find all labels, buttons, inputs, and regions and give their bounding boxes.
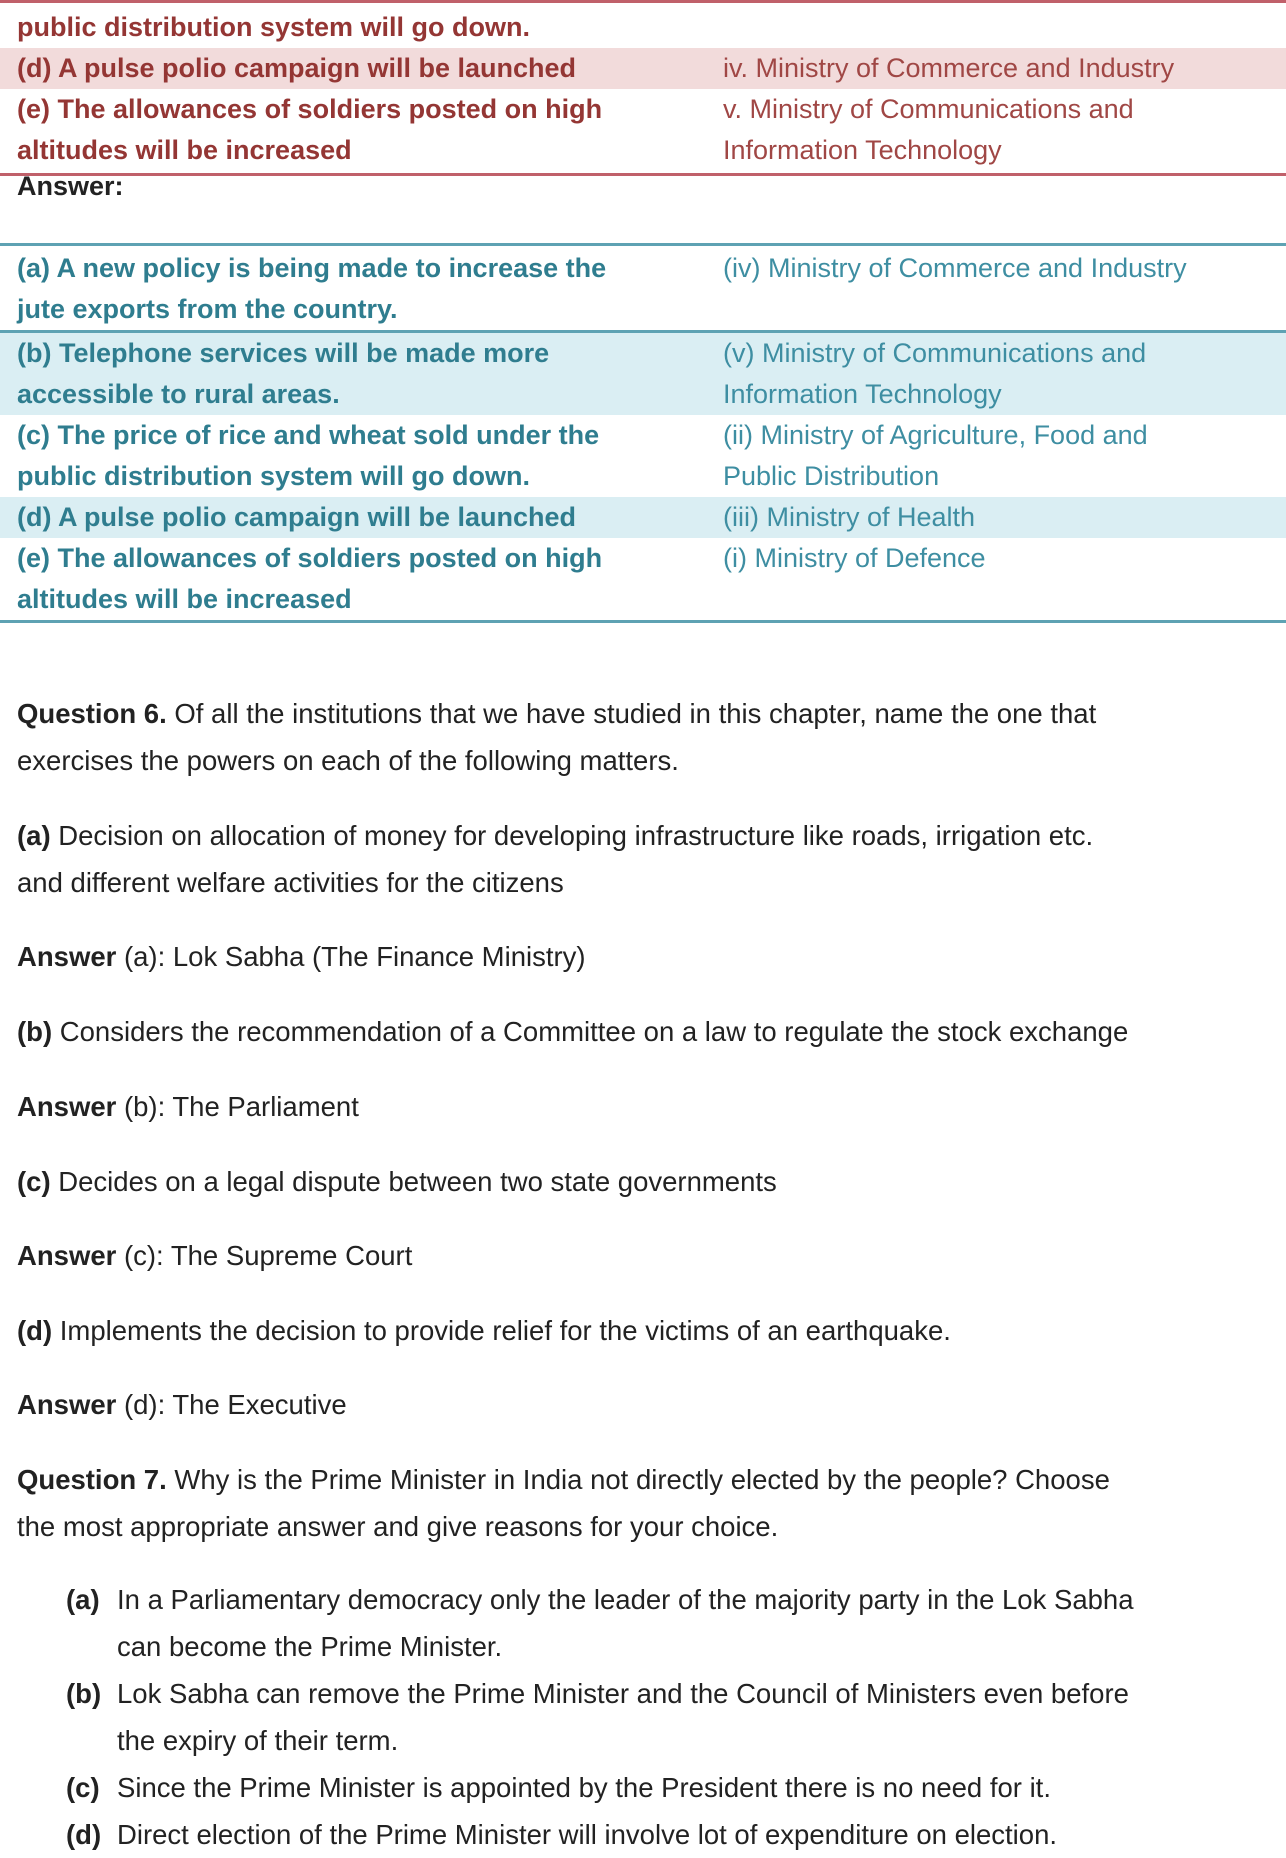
table-rule-bottom <box>0 173 1286 176</box>
cell-line: (c) The price of rice and wheat sold under the <box>17 420 600 450</box>
question-6 <box>17 690 1272 784</box>
cell-right: iv. Ministry of Commerce and Industry <box>723 53 1175 83</box>
cell-left <box>0 415 690 497</box>
answer-heading: Answer: <box>17 171 124 201</box>
q6-answer-b <box>17 1083 1272 1130</box>
cell-line: (d) A pulse polio campaign will be launched <box>17 502 577 532</box>
cell-line: (b) Telephone services will be made more <box>17 338 550 368</box>
option-label: (c) <box>66 1772 100 1803</box>
question-text: Of all the institutions that we have studied in this chapter, name the one that <box>166 698 1097 729</box>
part-label: (d) <box>17 1315 53 1346</box>
option-line: In a Parliamentary democracy only the leader of the majority party in the Lok Sabha <box>117 1584 1134 1615</box>
cell-line: altitudes will be increased <box>17 584 352 614</box>
question-label: Question 6. <box>17 698 167 729</box>
option-label: (a) <box>66 1584 100 1615</box>
cell-right <box>690 538 1286 620</box>
cell-left <box>0 248 690 330</box>
q7-options <box>66 1576 1266 1858</box>
question-6-line1 <box>17 690 1272 737</box>
cell-line: (i) Ministry of Defence <box>723 543 986 573</box>
q6-answer-a <box>17 933 1272 980</box>
cell-line: jute exports from the country. <box>17 294 398 324</box>
table-row <box>0 333 1286 415</box>
cell-line: (e) The allowances of soldiers posted on high <box>17 94 603 124</box>
table-row <box>0 538 1286 620</box>
table-rule-top <box>0 0 1286 3</box>
cell-line: (v) Ministry of Communications and <box>723 338 1147 368</box>
option-c <box>66 1764 1266 1811</box>
part-line1 <box>17 812 1272 859</box>
answer-label: Answer <box>17 941 117 972</box>
q6-part-a <box>17 812 1272 906</box>
cell-right <box>690 7 1286 48</box>
cell-right <box>690 333 1286 415</box>
table-row <box>0 497 1286 538</box>
cell-right <box>690 415 1286 497</box>
table-row <box>0 89 1286 171</box>
part-label: (c) <box>17 1166 51 1197</box>
q6-part-c <box>17 1158 1272 1205</box>
question-label: Question 7. <box>17 1464 167 1495</box>
part-label: (a) <box>17 820 51 851</box>
table-row <box>0 246 1286 330</box>
cell-line: Public Distribution <box>723 461 940 491</box>
answer-label: Answer <box>17 1091 117 1122</box>
answer-label: Answer <box>17 1240 117 1271</box>
table-row <box>0 48 1286 89</box>
cell-line: (a) A new policy is being made to increase the <box>17 253 607 283</box>
question-text: Why is the Prime Minister in India not directly elected by the people? Choose <box>166 1464 1110 1495</box>
cell-right <box>690 497 1286 538</box>
cell-line: public distribution system will go down. <box>17 461 531 491</box>
part-text: Implements the decision to provide relief for the victims of an earthquake. <box>52 1315 951 1346</box>
answer-text: (c): The Supreme Court <box>116 1240 413 1271</box>
option-text <box>117 1576 1266 1670</box>
answer-match-table <box>0 243 1286 623</box>
table-row <box>0 415 1286 497</box>
table-rule-bottom <box>0 620 1286 623</box>
q6-part-d <box>17 1307 1272 1354</box>
option-line: can become the Prime Minister. <box>117 1631 503 1662</box>
option-label: (d) <box>66 1819 102 1850</box>
option-a <box>66 1576 1266 1670</box>
cell-line: (ii) Ministry of Agriculture, Food and <box>723 420 1148 450</box>
cell-line: Information Technology <box>723 135 1002 165</box>
part-text: Decides on a legal dispute between two state governments <box>50 1166 777 1197</box>
cell-left <box>0 89 690 171</box>
cell-line: (iii) Ministry of Health <box>723 502 976 532</box>
option-line: Direct election of the Prime Minister will involve lot of expenditure on election. <box>117 1819 1058 1850</box>
option-text <box>117 1670 1266 1764</box>
answer-label: Answer <box>17 1389 117 1420</box>
answer-text: (a): Lok Sabha (The Finance Ministry) <box>116 941 586 972</box>
cell-right <box>690 248 1286 330</box>
cell-line: (iv) Ministry of Commerce and Industry <box>723 253 1187 283</box>
cell-line: altitudes will be increased <box>17 135 352 165</box>
question-match-table <box>0 0 1286 176</box>
question-7-line1 <box>17 1456 1272 1503</box>
cell-left: (d) A pulse polio campaign will be launched <box>17 53 577 83</box>
cell-left: public distribution system will go down. <box>17 12 531 42</box>
option-line: Since the Prime Minister is appointed by the President there is no need for it. <box>117 1772 1051 1803</box>
option-label: (b) <box>66 1678 102 1709</box>
cell-left <box>0 538 690 620</box>
cell-left <box>0 333 690 415</box>
question-7-line2: the most appropriate answer and give reasons for your choice. <box>17 1511 779 1542</box>
option-line: the expiry of their term. <box>117 1725 399 1756</box>
option-text <box>117 1811 1266 1858</box>
option-b <box>66 1670 1266 1764</box>
q6-part-b <box>17 1008 1272 1055</box>
cell-line: v. Ministry of Communications and <box>723 94 1134 124</box>
cell-line: (e) The allowances of soldiers posted on high <box>17 543 603 573</box>
question-6-line2: exercises the powers on each of the following matters. <box>17 745 679 776</box>
q6-answer-d <box>17 1381 1272 1428</box>
q6-answer-c <box>17 1232 1272 1279</box>
part-label: (b) <box>17 1016 53 1047</box>
option-d <box>66 1811 1266 1858</box>
part-line2: and different welfare activities for the citizens <box>17 867 564 898</box>
part-text: Considers the recommendation of a Committee on a law to regulate the stock exchange <box>52 1016 1129 1047</box>
table-row <box>0 7 1286 48</box>
cell-line: accessible to rural areas. <box>17 379 340 409</box>
cell-right <box>690 89 1286 171</box>
option-line: Lok Sabha can remove the Prime Minister and the Council of Ministers even before <box>117 1678 1129 1709</box>
answer-text: (d): The Executive <box>116 1389 347 1420</box>
part-text: Decision on allocation of money for developing infrastructure like roads, irrigation etc. <box>50 820 1094 851</box>
option-text <box>117 1764 1266 1811</box>
answer-text: (b): The Parliament <box>116 1091 359 1122</box>
cell-line: Information Technology <box>723 379 1002 409</box>
question-7 <box>17 1456 1272 1550</box>
cell-left <box>0 497 690 538</box>
